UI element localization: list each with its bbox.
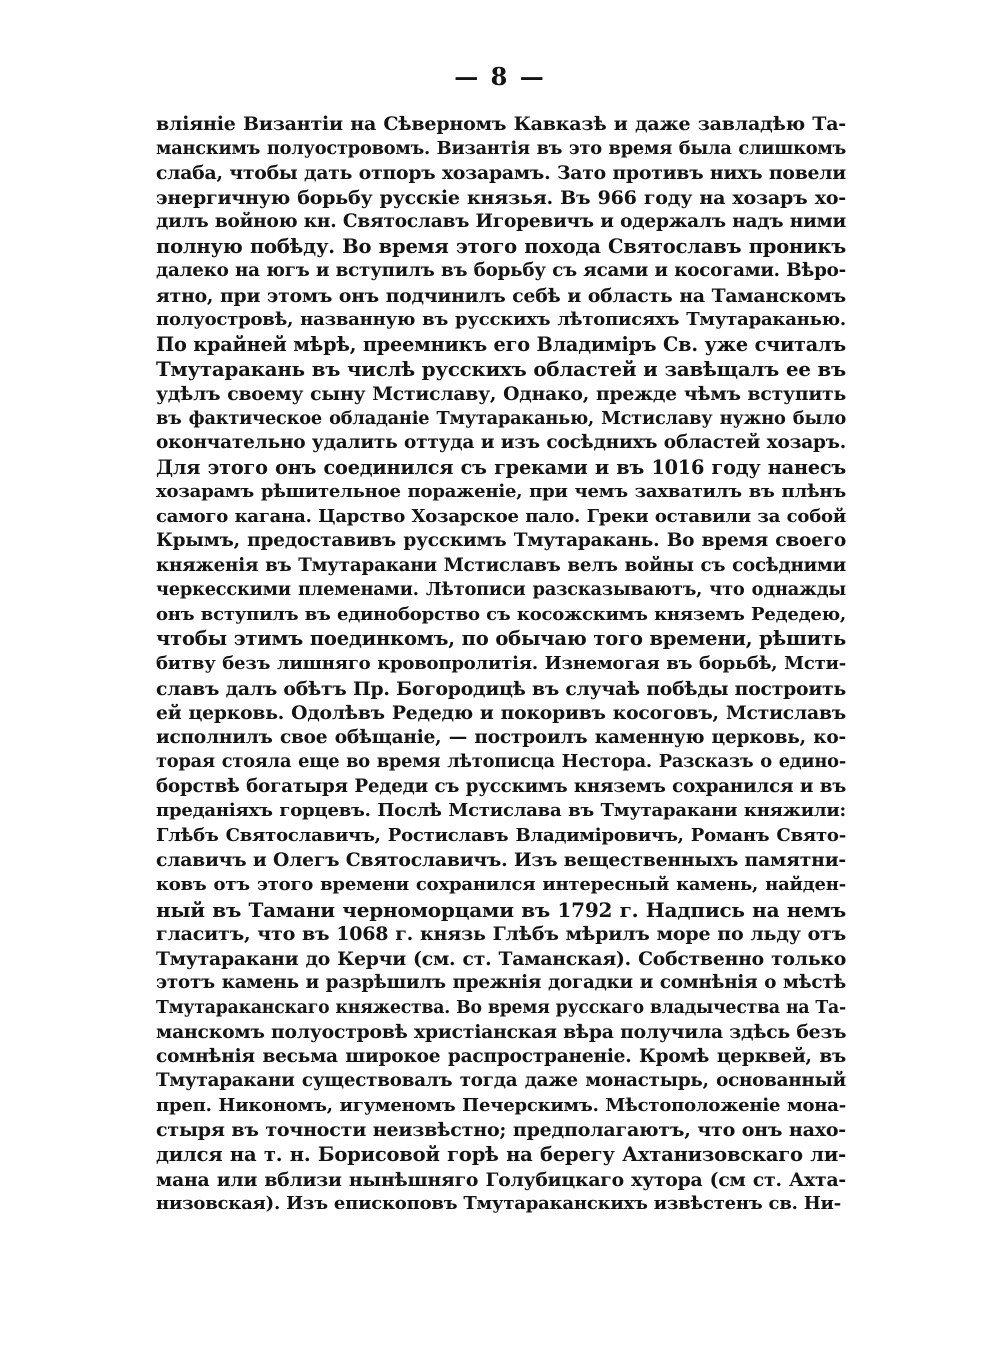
text-line: княженія въ Тмутаракани Мстиславъ велъ войны съ сосѣдними [156,554,846,576]
text-line: полуостровѣ, названную въ русскихъ лѣтописяхъ Тмутараканью. [156,309,846,331]
text-line: самого кагана. Царство Хозарское пало. Греки оставили за собой [156,505,846,527]
text-line: этотъ камень и разрѣшилъ прежнія догадки и сомнѣнія о мѣстѣ [156,972,846,994]
text-line: дился на т. н. Борисовой горѣ на берегу Ахтанизовскаго ли- [156,1142,846,1166]
text-line: стыря въ точности неизвѣстно; предполагаютъ, что онъ нахо- [156,1119,846,1142]
text-line: мана или вблизи нынѣшняго Голубицкаго хутора (см ст. Ахта- [156,1168,846,1191]
text-line: торая стояла еще во время лѣтописца Нестора. Разсказъ о едино- [156,751,846,773]
text-line: ей церковь. Одолѣвъ Редедю и покоривъ косоговъ, Мстиславъ [156,702,846,725]
text-line: полную побѣду. Во время этого похода Святославъ проникъ [156,234,846,258]
text-line: чтобы этимъ поединкомъ, по обычаю того времени, рѣшить [156,627,846,651]
text-line: онъ вступилъ въ единоборство съ косожскимъ княземъ Редедею, [156,603,846,625]
text-line: славъ далъ обѣтъ Пр. Богородицѣ въ случаѣ побѣды построить [156,677,846,700]
text-line: Крымъ, предоставивъ русскимъ Тмутаракань. Во время своего [156,530,846,552]
text-line: хозарамъ рѣшительное пораженіе, при чемъ захватилъ въ плѣнъ [156,481,846,503]
body-text [156,112,846,1217]
text-line: Для этого онъ соединился съ греками и въ 1016 году нанесъ [156,455,846,479]
text-line: Тмутаракани существовалъ тогда даже монастырь, основанный [156,1070,846,1092]
page-number: — 8 — [454,62,546,91]
text-line: черкесскими племенами. Лѣтописи разсказываютъ, что однажды [156,579,846,601]
text-line: далеко на югъ и вступилъ въ борьбу съ ясами и косогами. Вѣро- [156,260,846,282]
text-line: манскомъ полуостровѣ христіанская вѣра получила здѣсь безъ [156,1021,847,1044]
text-line: борствѣ богатыря Редеди съ русскимъ княземъ сохранился и въ [156,775,846,797]
text-line: удѣлъ своему сыну Мстиславу, Однако, прежде чѣмъ вступить [156,383,846,406]
text-line: манскимъ полуостровомъ. Византія въ это время была слишкомъ [156,137,846,159]
text-line: Тмутаракань въ числѣ русскихъ областей и завѣщалъ ее въ [156,357,846,382]
text-line: гласитъ, что въ 1068 г. князь Глѣбъ мѣрилъ море по льду отъ [156,923,846,946]
text-line: сомнѣнія весьма широкое распространеніе. Кромѣ церквей, въ [156,1045,846,1067]
text-line: славичъ и Олегъ Святославичъ. Изъ вещественныхъ памятни- [156,849,846,872]
text-line: преданіяхъ горцевъ. Послѣ Мстислава въ Тмутаракани княжили: [156,800,846,822]
text-line: низовская). Изъ епископовъ Тмутараканскихъ извѣстенъ св. Ни- [156,1193,841,1215]
text-line: вліяніе Византіи на Сѣверномъ Кавказѣ и даже завладѣю Та- [156,113,846,135]
text-line: По крайней мѣрѣ, преемникъ его Владиміръ Св. уже считалъ [156,332,846,356]
text-line: ковъ отъ этого времени сохранился интересный камень, найден- [156,873,846,895]
text-line: преп. Никономъ, игуменомъ Печерскимъ. Мѣстоположеніе мона- [156,1094,846,1116]
text-line: Тмутаракани до Керчи (см. ст. Таманская). Собственно только [156,947,846,970]
text-line: исполнилъ свое обѣщаніе, — построилъ каменную церковь, ко- [156,726,846,748]
text-line: ный въ Тамани черноморцами въ 1792 г. Надпись на немъ [156,897,846,922]
text-line: энергичную борьбу русскіе князья. Въ 966 году на хозаръ хо- [156,186,846,209]
text-line: Глѣбъ Святославичъ, Ростиславъ Владиміровичъ, Романъ Свято- [156,824,846,846]
text-line: въ фактическое обладаніе Тмутараканью, Мстиславу нужно было [156,407,846,429]
text-line: ятно, при этомъ онъ подчинилъ себѣ и область на Таманскомъ [156,284,846,307]
text-line: Тмутараканскаго княжества. Во время русскаго владычества на Та- [156,997,846,1018]
text-line: дилъ войною кн. Святославъ Игоревичъ и одержалъ надъ ними [156,211,846,233]
text-line: слаба, чтобы дать отпоръ хозарамъ. Зато противъ нихъ повели [156,162,846,185]
text-line: битву безъ лишняго кровопролитія. Изнемогая въ борьбѣ, Мсти- [156,653,846,675]
text-line: окончательно удалить оттуда и изъ сосѣднихъ областей хозаръ. [156,432,846,454]
